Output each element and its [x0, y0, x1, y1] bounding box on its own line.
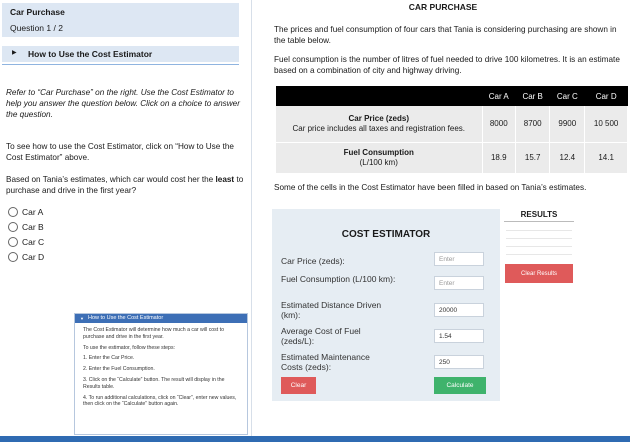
option-car-d[interactable]	[8, 251, 44, 263]
table-cell: 12.4	[550, 142, 585, 173]
popup-header[interactable]	[75, 314, 247, 323]
question-text: Based on Tania’s estimates, which car would cost her the least to purchase and drive in the first year?	[6, 175, 244, 195]
table-cell: 14.1	[585, 142, 628, 173]
car-price-input[interactable]	[434, 252, 484, 266]
popup-paragraph: The Cost Estimator will determine how much a car will cost to purchase and drive in the first year.	[83, 327, 224, 340]
col-header: Car A	[482, 86, 516, 106]
cost-estimator	[272, 209, 500, 401]
option-car-c[interactable]	[8, 236, 44, 248]
col-header: Car B	[516, 86, 550, 106]
radio-icon[interactable]	[8, 252, 18, 262]
results-title: RESULTS	[520, 210, 558, 219]
results-row	[506, 232, 572, 239]
page-title: CAR PURCHASE	[408, 2, 478, 12]
clear-results-button[interactable]: Clear Results	[505, 264, 573, 283]
popup-step: 1. Enter the Car Price.	[83, 355, 135, 362]
radio-icon[interactable]	[8, 222, 18, 232]
popup-step: 3. Click on the “Calculate” button. The result will display in the Results table.	[83, 376, 225, 390]
question-header	[2, 3, 239, 37]
car-table	[276, 86, 628, 173]
footer-banner	[0, 436, 630, 442]
option-car-b[interactable]	[8, 221, 44, 233]
maintenance-input[interactable]	[434, 355, 484, 369]
table-cell: 18.9	[482, 142, 516, 173]
table-row	[276, 106, 628, 142]
divider	[504, 221, 574, 222]
question-counter: Question 1 / 2	[10, 23, 63, 33]
distance-label: Estimated Distance Driven (km):	[281, 300, 382, 320]
option-label: Car B	[22, 222, 44, 232]
fuel-consumption-label: Fuel Consumption (L/100 km):	[281, 274, 396, 284]
table-row	[276, 142, 628, 173]
results-row	[506, 248, 572, 255]
option-label: Car D	[22, 252, 45, 262]
table-cell: 15.7	[516, 142, 550, 173]
howto-toggle[interactable]	[2, 46, 239, 62]
intro-paragraph: The prices and fuel consumption of four cars that Tania is considering purchasing are shown in the table below.	[274, 25, 617, 45]
calculate-button[interactable]: Calculate	[434, 377, 486, 394]
question-panel	[0, 0, 252, 442]
maintenance-label: Estimated Maintenance Costs (zeds):	[281, 352, 370, 372]
fuel-paragraph: Fuel consumption is the number of litres of fuel needed to drive 100 kilometres. It is an estimate based on a combination of city and highway driving.	[274, 55, 620, 75]
fuel-cost-input[interactable]	[434, 329, 484, 343]
option-label: Car A	[22, 207, 44, 217]
fuel-consumption-input[interactable]	[434, 276, 484, 290]
clear-button[interactable]: Clear	[281, 377, 316, 394]
triangle-right-icon: ▶	[12, 50, 17, 56]
popup-paragraph: To use the estimator, follow these steps:	[83, 344, 175, 351]
radio-icon[interactable]	[8, 237, 18, 247]
unit-title: Car Purchase	[10, 7, 65, 17]
table-cell: 9900	[550, 106, 585, 142]
stimulus-panel	[256, 0, 630, 442]
table-corner	[276, 86, 482, 106]
estimator-title: COST ESTIMATOR	[341, 229, 431, 240]
popup-body	[75, 323, 247, 408]
car-price-label: Car Price (zeds):	[281, 256, 345, 266]
table-cell: 8700	[516, 106, 550, 142]
popup-step: 4. To run additional calculations, click on “Clear”, enter new values, then click on the “Calculate” button again.	[83, 394, 237, 408]
instructions-text: Refer to “Car Purchase” on the right. Use the Cost Estimator to help you answer the question below. Click on a choice to answer the question.	[6, 88, 240, 119]
fuel-cost-label: Average Cost of Fuel (zeds/L):	[281, 326, 361, 346]
popup-step: 2. Enter the Fuel Consumption.	[83, 366, 155, 373]
table-cell: 10 500	[585, 106, 628, 142]
howto-toggle-label: How to Use the Cost Estimator	[28, 49, 153, 59]
distance-input[interactable]	[434, 303, 484, 317]
estimator-note: Some of the cells in the Cost Estimator have been filled in based on Tania’s estimates.	[274, 183, 587, 192]
col-header: Car C	[550, 86, 585, 106]
col-header: Car D	[585, 86, 628, 106]
popup-title: How to Use the Cost Estimator	[87, 315, 164, 321]
triangle-down-icon: ▼	[80, 316, 84, 321]
option-label: Car C	[22, 237, 45, 247]
results-row	[506, 224, 572, 231]
row-header-price: Car Price (zeds) Car price includes all taxes and registration fees.	[276, 106, 482, 142]
table-cell: 8000	[482, 106, 516, 142]
divider	[2, 64, 239, 65]
option-car-a[interactable]	[8, 206, 43, 218]
radio-icon[interactable]	[8, 207, 18, 217]
row-header-fuel: Fuel Consumption (L/100 km)	[276, 142, 482, 173]
howto-hint-text: To see how to use the Cost Estimator, click on “How to Use the Cost Estimator” above.	[6, 142, 234, 162]
results-row	[506, 240, 572, 247]
howto-popup	[74, 313, 248, 435]
